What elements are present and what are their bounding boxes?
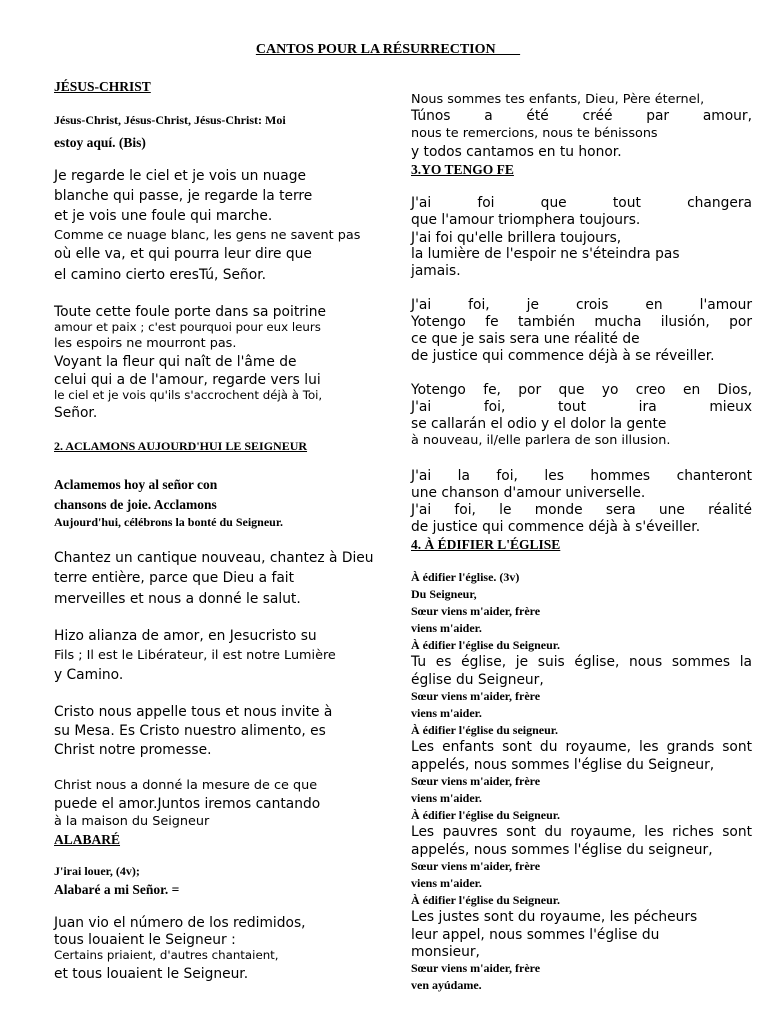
verse-line: merveilles et nous a donné le salut. <box>54 591 301 607</box>
chorus-line: À édifier l'église du Seigneur. <box>411 893 561 907</box>
verse-line: Voyant la fleur qui naît de l'âme de <box>54 354 297 370</box>
verse-line: y todos cantamos en tu honor. <box>411 144 622 160</box>
verse-line: Christ notre promesse. <box>54 742 212 758</box>
song-heading: ALABARÉ <box>54 832 121 847</box>
verse-line: leur appel, nous sommes l'église du <box>411 927 660 943</box>
verse-line: el camino cierto eresTú, Señor. <box>54 267 267 283</box>
chorus-line: Du Seigneur, <box>411 587 477 601</box>
chorus-line: Sœur viens m'aider, frère <box>411 689 541 703</box>
verse-line: Je regarde le ciel et je vois un nuage <box>54 168 306 184</box>
verse-line: Tu es église, je suis église, nous sommes la <box>411 654 752 670</box>
chorus-line: J'irai louer, (4v); <box>54 864 140 878</box>
chorus-line: À édifier l'église du seigneur. <box>411 723 558 737</box>
verse-line: à la maison du Seigneur <box>54 814 210 829</box>
verse-line: blanche qui passe, je regarde la terre <box>54 188 313 204</box>
verse-line: Les justes sont du royaume, les pécheurs <box>411 909 698 925</box>
chorus-line: estoy aquí. (Bis) <box>54 135 146 150</box>
page-title: CANTOS POUR LA RÉSURRECTION <box>255 42 521 57</box>
verse-line: amour et paix ; c'est pourquoi pour eux leurs <box>54 320 321 334</box>
chorus-line: viens m'aider. <box>411 791 482 805</box>
verse-line: ce que je sais sera une réalité de <box>411 331 640 347</box>
verse-line: J'ai foi qu'elle brillera toujours, <box>411 230 622 246</box>
verse-line: le ciel et je vois qu'ils s'accrochent déjà à Toi, <box>54 388 323 402</box>
verse-line: de justice qui commence déjà à s'éveiller. <box>411 519 701 535</box>
chorus-line: viens m'aider. <box>411 706 482 720</box>
verse-line: église du Seigneur, <box>411 672 544 688</box>
verse-line: puede el amor.Juntos iremos cantando <box>54 796 321 812</box>
verse-line: J'ai foi, le monde sera une réalité <box>411 502 752 518</box>
chorus-line: Sœur viens m'aider, frère <box>411 961 541 975</box>
verse-line: Les pauvres sont du royaume, les riches sont <box>411 824 752 840</box>
song-heading: JÉSUS-CHRIST <box>54 79 151 94</box>
verse-line: les espoirs ne mourront pas. <box>54 336 237 351</box>
verse-line: y Camino. <box>54 667 124 683</box>
verse-line: Les enfants sont du royaume, les grands sont <box>411 739 752 755</box>
verse-line: appelés, nous sommes l'église du seigneur, <box>411 842 713 858</box>
verse-line: Toute cette foule porte dans sa poitrine <box>54 304 326 320</box>
verse-line: Yotengo fe, por que yo creo en Dios, <box>411 382 752 398</box>
chorus-line: À édifier l'église. (3v) <box>411 570 520 584</box>
verse-line: appelés, nous sommes l'église du Seigneur, <box>411 757 715 773</box>
chorus-line: À édifier l'église du Seigneur. <box>411 808 561 822</box>
chorus-line: viens m'aider. <box>411 621 482 635</box>
verse-line: monsieur, <box>411 944 480 960</box>
song-heading: 2. ACLAMONS AUJOURD'HUI LE SEIGNEUR <box>54 439 308 453</box>
verse-line: Comme ce nuage blanc, les gens ne savent pas <box>54 228 361 243</box>
verse-line: Juan vio el número de los redimidos, <box>54 915 306 931</box>
verse-line: où elle va, et qui pourra leur dire que <box>54 246 312 262</box>
song-heading: 4. À ÉDIFIER L'ÉGLISE <box>411 537 561 552</box>
verse-line: jamais. <box>411 263 461 279</box>
verse-line: J'ai la foi, les hommes chanteront <box>411 468 752 484</box>
verse-line: nous te remercions, nous te bénissons <box>411 126 658 141</box>
verse-line: Señor. <box>54 405 98 421</box>
verse-line: Christ nous a donné la mesure de ce que <box>54 778 318 793</box>
chorus-line: viens m'aider. <box>411 876 482 890</box>
verse-line: et je vois une foule qui marche. <box>54 208 273 224</box>
chorus-line: ven ayúdame. <box>411 978 482 992</box>
verse-line: une chanson d'amour universelle. <box>411 485 646 501</box>
verse-line: J'ai foi, je crois en l'amour <box>411 297 752 313</box>
chorus-line: Aujourd'hui, célébrons la bonté du Seigneur. <box>54 515 284 529</box>
chorus-line: Sœur viens m'aider, frère <box>411 774 541 788</box>
verse-line: Yotengo fe también mucha ilusión, por <box>411 314 752 330</box>
chorus-line: Alabaré a mi Señor. = <box>54 882 180 897</box>
verse-line: su Mesa. Es Cristo nuestro alimento, es <box>54 723 326 739</box>
verse-line: Hizo alianza de amor, en Jesucristo su <box>54 628 317 644</box>
verse-line: Nous sommes tes enfants, Dieu, Père éternel, <box>411 92 705 107</box>
chorus-line: chansons de joie. Acclamons <box>54 497 217 512</box>
verse-line: tous louaient le Seigneur : <box>54 932 236 948</box>
verse-line: la lumière de l'espoir ne s'éteindra pas <box>411 246 680 262</box>
verse-line: se callarán el odio y el dolor la gente <box>411 416 667 432</box>
chorus-line: Jésus-Christ, Jésus-Christ, Jésus-Christ: Moi <box>54 113 286 127</box>
verse-line: Túnos a été créé par amour, <box>411 108 752 124</box>
verse-line: celui qui a de l'amour, regarde vers lui <box>54 372 321 388</box>
verse-line: J'ai foi que tout changera <box>411 195 752 211</box>
verse-line: à nouveau, il/elle parlera de son illusion. <box>411 433 671 448</box>
verse-line: Chantez un cantique nouveau, chantez à Dieu <box>54 550 374 566</box>
verse-line: Certains priaient, d'autres chantaient, <box>54 948 279 962</box>
verse-line: Fils ; Il est le Libérateur, il est notre Lumière <box>54 648 336 663</box>
chorus-line: Sœur viens m'aider, frère <box>411 604 541 618</box>
verse-line: que l'amour triomphera toujours. <box>411 212 641 228</box>
chorus-line: Aclamemos hoy al señor con <box>54 477 218 492</box>
verse-line: terre entière, parce que Dieu a fait <box>54 570 295 586</box>
chorus-line: À édifier l'église du Seigneur. <box>411 638 561 652</box>
verse-line: J'ai foi, tout ira mieux <box>411 399 752 415</box>
verse-line: de justice qui commence déjà à se réveiller. <box>411 348 715 364</box>
verse-line: et tous louaient le Seigneur. <box>54 966 249 982</box>
chorus-line: Sœur viens m'aider, frère <box>411 859 541 873</box>
song-heading: 3.YO TENGO FE <box>411 162 514 177</box>
verse-line: Cristo nous appelle tous et nous invite à <box>54 704 333 720</box>
